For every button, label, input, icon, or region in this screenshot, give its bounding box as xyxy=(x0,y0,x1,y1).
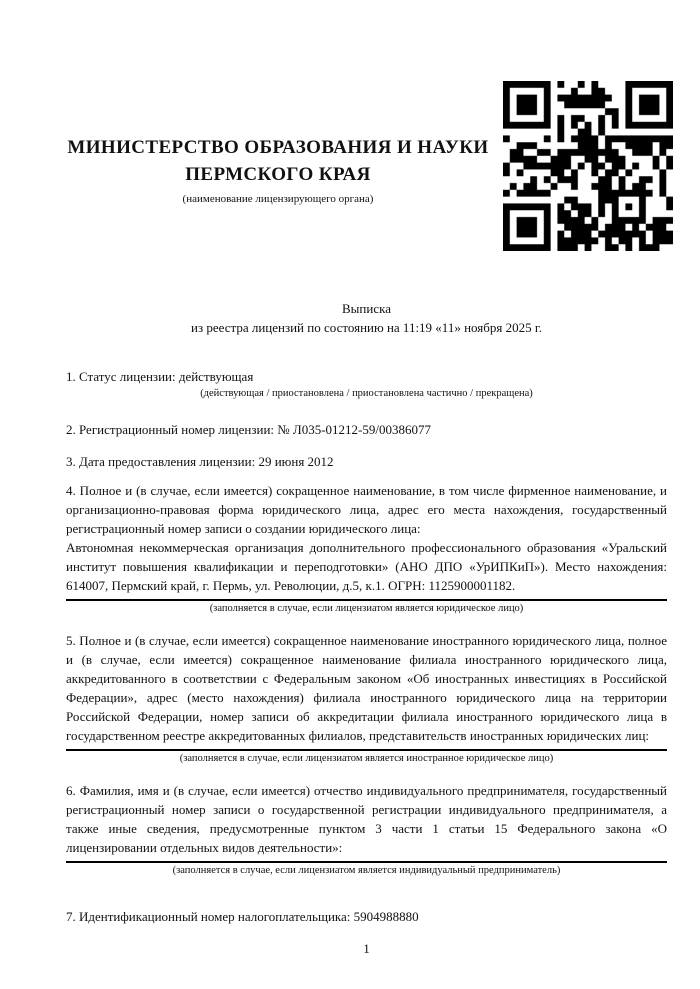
foreign-entity-caption: (заполняется в случае, если лицензиатом является иностранное юридическое лицо) xyxy=(179,753,554,764)
legal-entity-question: 4. Полное и (в случае, если имеется) сокращенное наименование, в том числе фирменное наименование, и организационно-правовая форма юридического лица, адрес его места нахождения, государственный регистрационный номер записи о создании юридического лица: xyxy=(66,483,667,536)
item-registration-number: 2. Регистрационный номер лицензии: № Л035-01212-59/00386077 xyxy=(66,422,432,437)
title-line2: из реестра лицензий по состоянию на 11:19 «11» ноября 2025 г. xyxy=(191,320,542,335)
item-grant-date: 3. Дата предоставления лицензии: 29 июня 2012 xyxy=(66,454,334,469)
document-title xyxy=(66,299,667,337)
item-license-status: 1. Статус лицензии: действующая xyxy=(66,369,254,384)
item-license-status-caption: (действующая / приостановлена / приостановлена частично / прекращена) xyxy=(200,388,533,399)
page-number: 1 xyxy=(363,941,370,956)
foreign-entity-fill-line xyxy=(66,747,667,751)
ministry-name-line2: ПЕРМСКОГО КРАЯ xyxy=(185,164,371,185)
section-foreign-entity xyxy=(66,631,667,766)
title-line1: Выписка xyxy=(342,301,391,316)
section-individual-entrepreneur xyxy=(66,781,667,878)
individual-fill-line xyxy=(66,859,667,863)
ministry-caption: (наименование лицензирующего органа) xyxy=(182,193,374,205)
foreign-entity-question: 5. Полное и (в случае, если имеется) сокращенное наименование иностранного юридического лица, полное и (в случае, если имеется) сокращенное наименование филиала иностранного юридического лица, аккредитованного в соответствии с Федеральным законом «Об иностранных инвестициях в Российской Федерации», адрес (место нахождения) филиала иностранного юридического лица на территории Российской Федерации, номер записи об аккредитации филиала иностранного юридического лица в государственном реестре аккредитованных филиалов, представительств иностранных юридических лиц: xyxy=(66,633,667,743)
legal-entity-caption: (заполняется в случае, если лицензиатом является юридическое лицо) xyxy=(209,603,524,614)
document-body xyxy=(66,0,667,958)
legal-entity-fill-line xyxy=(66,597,667,601)
item-taxpayer-number: 7. Идентификационный номер налогоплательщика: 5904988880 xyxy=(66,909,419,924)
legal-entity-answer: Автономная некоммерческая организация дополнительного профессионального образования «Уральский институт повышения квалификации и переподготовки» (АНО ДПО «УрИПКиП»). Место нахождения: 614007, Пермский край, г. Пермь, ул. Революции, д.5, к.1. ОГРН: 1125900001182. xyxy=(66,540,667,593)
individual-question: 6. Фамилия, имя и (в случае, если имеется) отчество индивидуального предпринимателя, государственный регистрационный номер записи о государственной регистрации индивидуального предпринимателя, а также иные сведения, предусмотренные пунктом 3 части 1 статьи 15 Федерального закона «О лицензировании отдельных видов деятельности»: xyxy=(66,783,667,855)
individual-caption: (заполняется в случае, если лицензиатом является индивидуальный предприниматель) xyxy=(172,865,561,876)
section-legal-entity xyxy=(66,481,667,616)
ministry-name-line1: МИНИСТЕРСТВО ОБРАЗОВАНИЯ И НАУКИ xyxy=(67,137,489,158)
